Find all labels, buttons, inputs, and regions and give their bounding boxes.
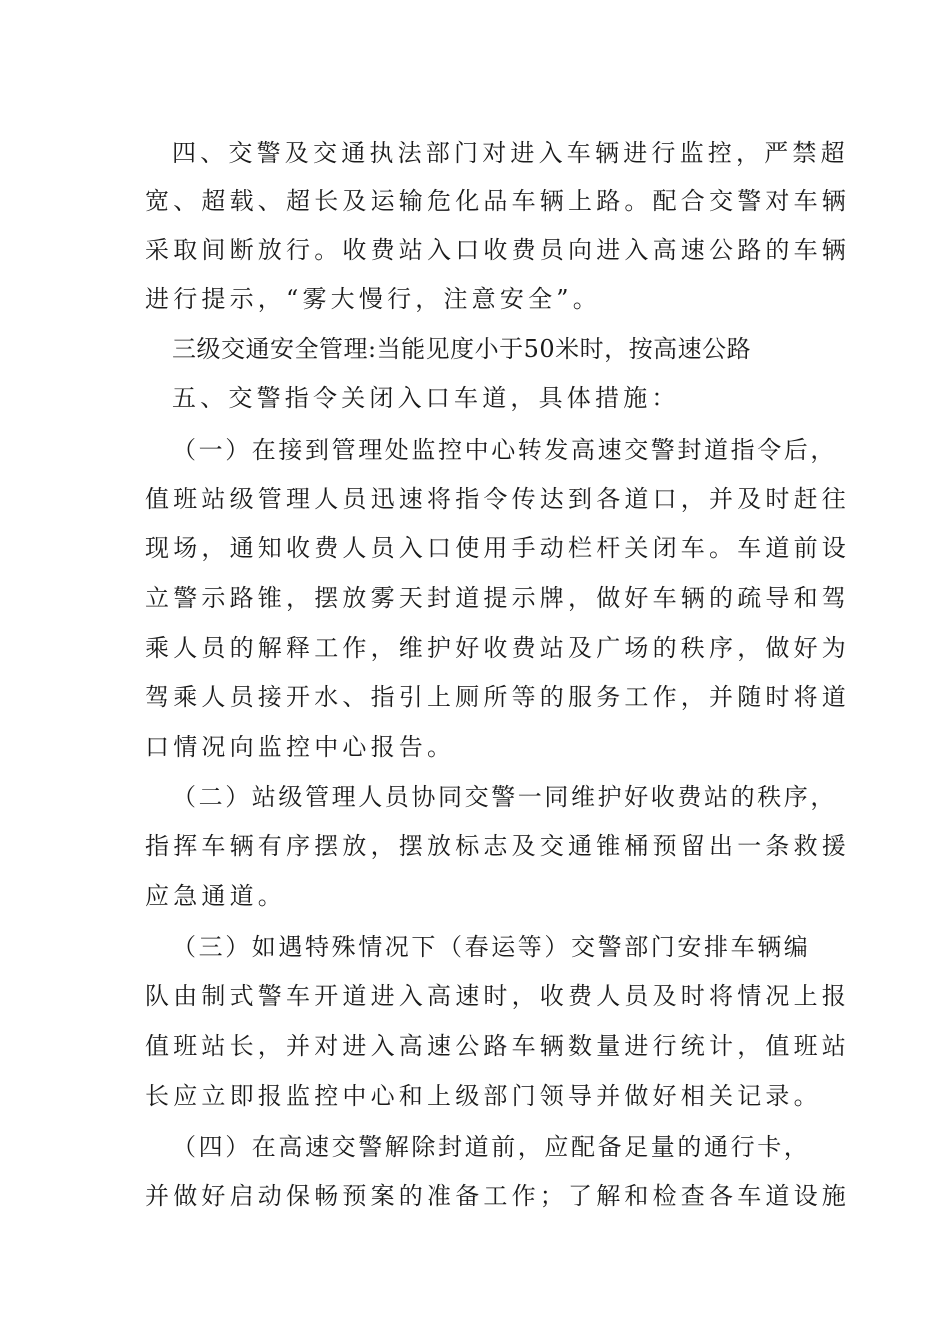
item-3-line-4: 长应立即报监控中心和上级部门领导并做好相关记录。 — [145, 1082, 822, 1110]
item-3-line-3: 值班站长，并对进入高速公路车辆数量进行统计，值班站 — [145, 1032, 850, 1060]
paragraph-4-line-2: 宽、超载、超长及运输危化品车辆上路。配合交警对车辆 — [145, 187, 850, 215]
item-1-line-6: 驾乘人员接开水、指引上厕所等的服务工作，并随时将道 — [145, 683, 850, 711]
paragraph-5-heading: 五、交警指令关闭入口车道，具体措施： — [172, 384, 680, 412]
item-1-line-2: 值班站级管理人员迅速将指令传达到各道口，并及时赶往 — [145, 485, 850, 513]
item-1-line-3: 现场，通知收费人员入口使用手动栏杆关闭车。车道前设 — [145, 534, 850, 562]
item-4-line-2: 并做好启动保畅预案的准备工作；了解和检查各车道设施 — [145, 1182, 850, 1210]
item-2-line-2: 指挥车辆有序摆放，摆放标志及交通锥桶预留出一条救援 — [145, 832, 850, 860]
paragraph-4-line-1: 四、交警及交通执法部门对进入车辆进行监控，严禁超 — [172, 139, 849, 167]
item-2-line-3: 应急通道。 — [145, 882, 286, 910]
item-2-line-1: （二）站级管理人员协同交警一同维护好收费站的秩序， — [172, 783, 837, 811]
paragraph-4-line-4: 进行提示，“雾大慢行，注意安全”。 — [145, 285, 601, 313]
item-3-line-1: （三）如遇特殊情况下（春运等）交警部门安排车辆编 — [172, 933, 811, 961]
item-1-line-5: 乘人员的解释工作，维护好收费站及广场的秩序，做好为 — [145, 634, 850, 662]
item-1-line-4: 立警示路锥，摆放雾天封道提示牌，做好车辆的疏导和驾 — [145, 584, 850, 612]
item-3-line-2: 队由制式警车开道进入高速时，收费人员及时将情况上报 — [145, 982, 850, 1010]
item-1-line-7: 口情况向监控中心报告。 — [145, 733, 456, 761]
item-4-line-1: （四）在高速交警解除封道前，应配备足量的通行卡， — [172, 1133, 811, 1161]
paragraph-4-line-3: 采取间断放行。收费站入口收费员向进入高速公路的车辆 — [145, 236, 850, 264]
item-1-line-1: （一）在接到管理处监控中心转发高速交警封道指令后， — [172, 436, 837, 464]
level-3-heading-line: 三级交通安全管理:当能见度小于50米时，按高速公路 — [172, 335, 752, 363]
